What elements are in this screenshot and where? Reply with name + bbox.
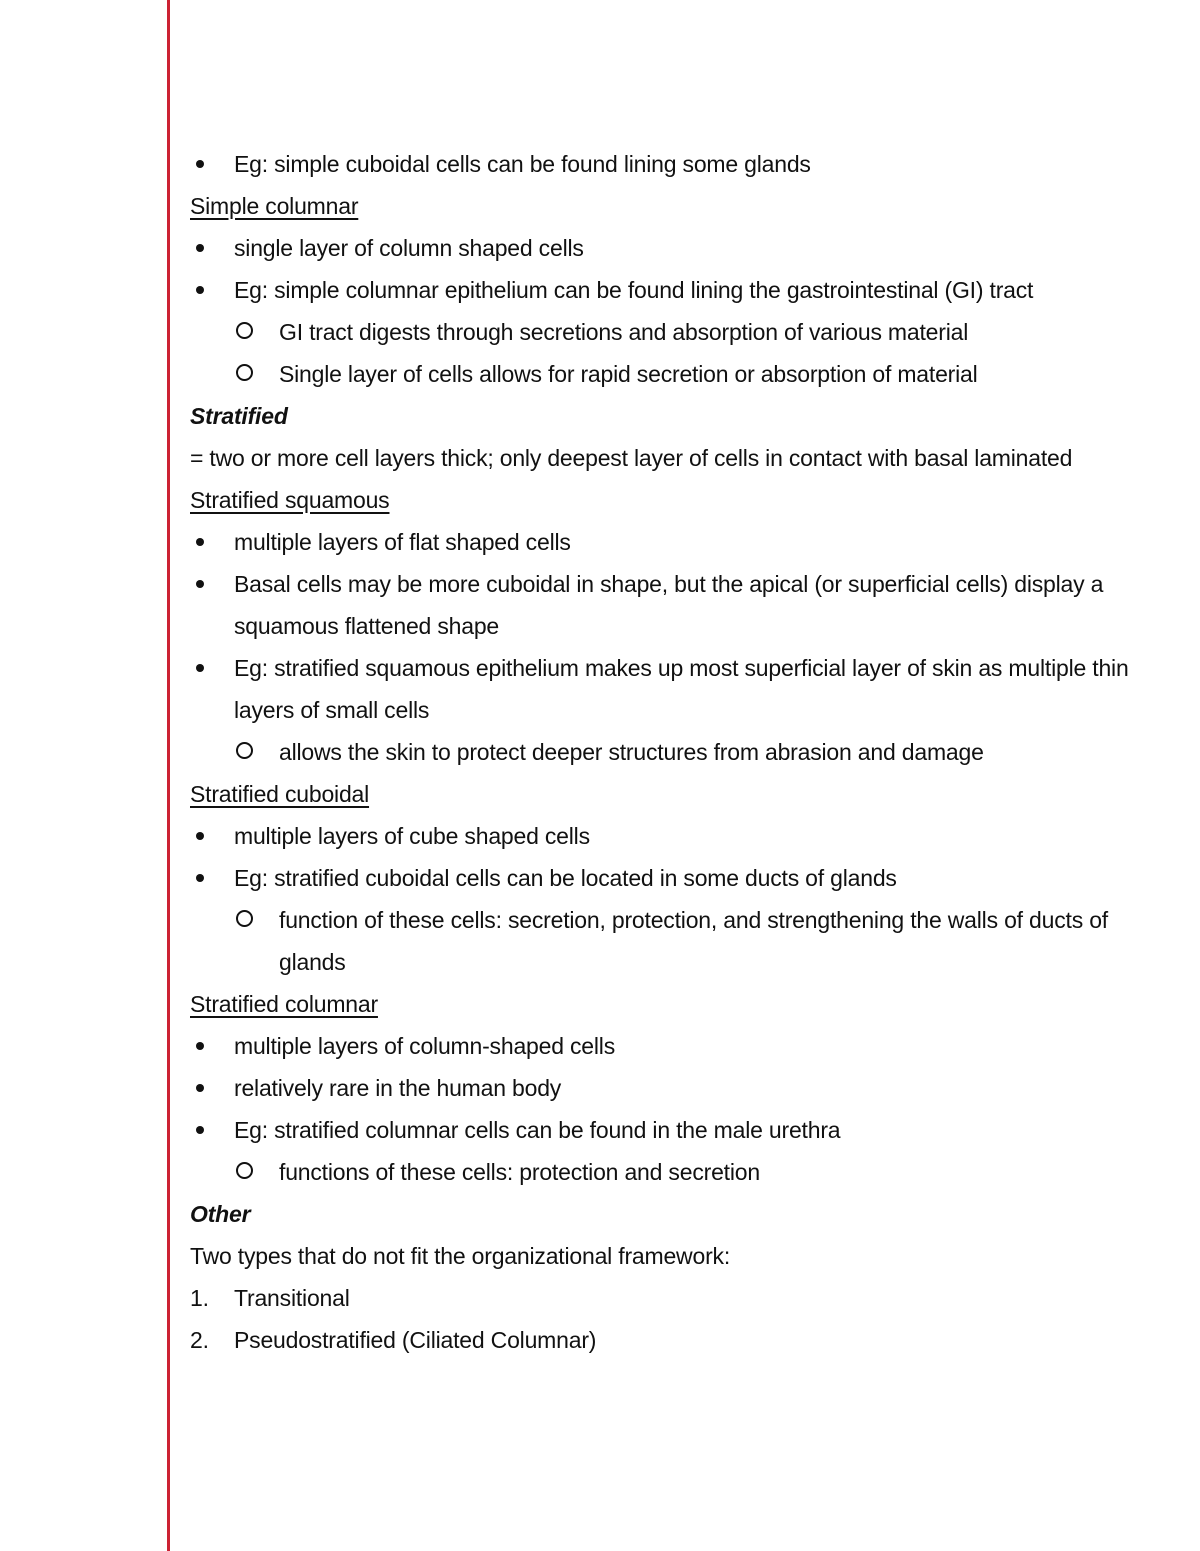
bullet-dot-icon: [196, 160, 204, 168]
paragraph-other-intro: Two types that do not fit the organizational framework:: [190, 1243, 731, 1269]
numbered-text: Transitional: [234, 1285, 350, 1311]
bullet-item: [190, 647, 1150, 731]
bullet-dot-icon: [196, 580, 204, 588]
subbullet-item: [190, 731, 1150, 773]
subbullet-text: allows the skin to protect deeper structures from abrasion and damage: [279, 739, 984, 765]
subheading-stratified-squamous: Stratified squamous: [190, 487, 390, 513]
bullet-text: Eg: simple columnar epithelium can be found lining the gastrointestinal (GI) tract: [234, 277, 1034, 303]
hollow-circle-icon: [236, 1162, 253, 1179]
bullet-text: multiple layers of flat shaped cells: [234, 529, 571, 555]
paragraph-stratified-definition: = two or more cell layers thick; only deepest layer of cells in contact with basal laminated: [190, 445, 1073, 471]
numbered-item: [190, 1277, 1150, 1319]
subheading-stratified-cuboidal: Stratified cuboidal: [190, 781, 370, 807]
bullet-dot-icon: [196, 1084, 204, 1092]
bullet-item: [190, 521, 1150, 563]
hollow-circle-icon: [236, 742, 253, 759]
numbered-text: Pseudostratified (Ciliated Columnar): [234, 1327, 597, 1353]
bullet-dot-icon: [196, 1042, 204, 1050]
bullet-dot-icon: [196, 538, 204, 546]
bullet-dot-icon: [196, 1126, 204, 1134]
bullet-text: multiple layers of cube shaped cells: [234, 823, 590, 849]
hollow-circle-icon: [236, 910, 253, 927]
bullet-text: single layer of column shaped cells: [234, 235, 584, 261]
bullet-text: Eg: simple cuboidal cells can be found lining some glands: [234, 151, 811, 177]
bullet-text: Eg: stratified cuboidal cells can be located in some ducts of glands: [234, 865, 897, 891]
document-body: [190, 143, 1150, 1361]
heading-other: Other: [190, 1201, 251, 1227]
subbullet-text: Single layer of cells allows for rapid secretion or absorption of material: [279, 361, 978, 387]
bullet-text: Eg: stratified columnar cells can be found in the male urethra: [234, 1117, 841, 1143]
bullet-dot-icon: [196, 874, 204, 882]
page-margin-line: [167, 0, 170, 1551]
bullet-item: [190, 227, 1150, 269]
subbullet-text: function of these cells: secretion, protection, and strengthening the walls of ducts of glands: [279, 907, 1108, 975]
bullet-item: [190, 857, 1150, 899]
heading-stratified: Stratified: [190, 403, 288, 429]
bullet-text: Basal cells may be more cuboidal in shape, but the apical (or superficial cells) display a squamous flattened shape: [234, 571, 1104, 639]
list-number: 2.: [190, 1327, 209, 1353]
list-number: 1.: [190, 1285, 209, 1311]
subbullet-item: [190, 353, 1150, 395]
bullet-text: multiple layers of column-shaped cells: [234, 1033, 616, 1059]
bullet-text: relatively rare in the human body: [234, 1075, 562, 1101]
bullet-text: Eg: stratified squamous epithelium makes up most superficial layer of skin as multiple thin layers of small cells: [234, 655, 1129, 723]
bullet-item: [190, 1025, 1150, 1067]
numbered-item: [190, 1319, 1150, 1361]
hollow-circle-icon: [236, 322, 253, 339]
subbullet-item: [190, 899, 1150, 983]
bullet-dot-icon: [196, 286, 204, 294]
bullet-item: [190, 143, 1150, 185]
subbullet-text: GI tract digests through secretions and absorption of various material: [279, 319, 969, 345]
bullet-item: [190, 1067, 1150, 1109]
bullet-item: [190, 815, 1150, 857]
hollow-circle-icon: [236, 364, 253, 381]
bullet-dot-icon: [196, 244, 204, 252]
subbullet-item: [190, 311, 1150, 353]
subheading-stratified-columnar: Stratified columnar: [190, 991, 378, 1017]
bullet-item: [190, 269, 1150, 311]
bullet-item: [190, 563, 1150, 647]
bullet-item: [190, 1109, 1150, 1151]
subbullet-item: [190, 1151, 1150, 1193]
bullet-dot-icon: [196, 832, 204, 840]
bullet-dot-icon: [196, 664, 204, 672]
subbullet-text: functions of these cells: protection and secretion: [279, 1159, 760, 1185]
subheading-simple-columnar: Simple columnar: [190, 193, 359, 219]
